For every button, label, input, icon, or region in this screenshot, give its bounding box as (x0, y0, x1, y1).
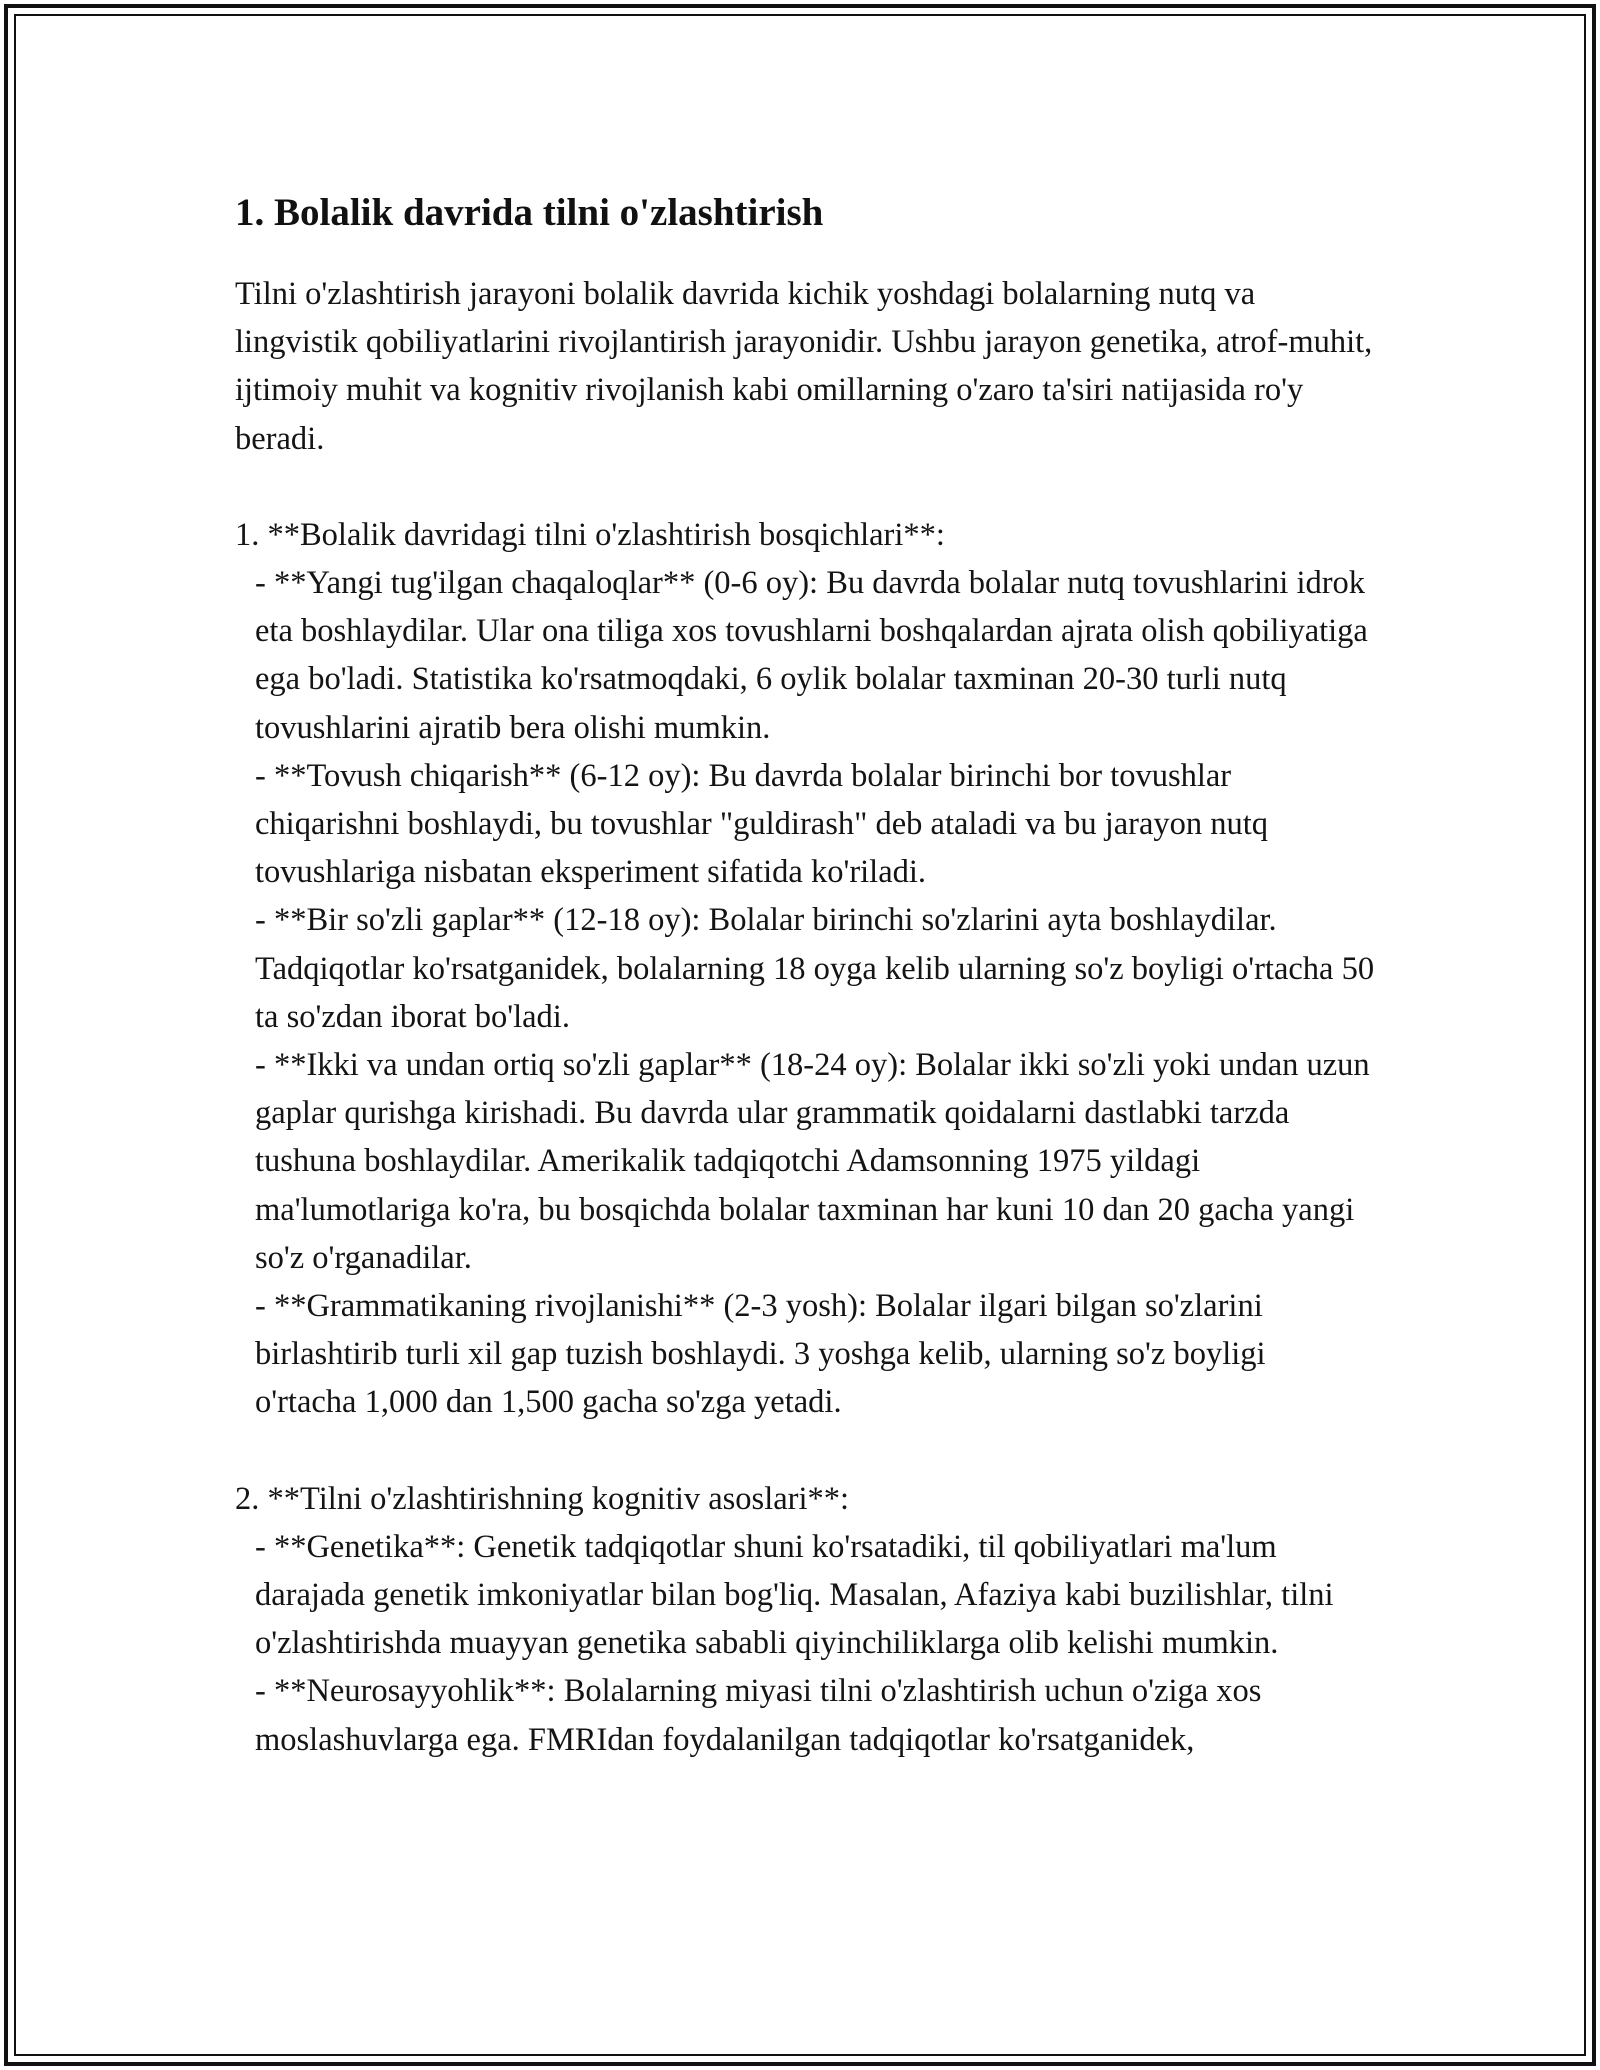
intro-paragraph: Tilni o'zlashtirish jarayoni bolalik davrida kichik yoshdagi bolalarning nutq va lingvistik qobiliyatlarini rivojlantirish jarayonidir. Ushbu jarayon genetika, atrof-muhit, ijtimoiy muhit va kognitiv rivojlanish kabi omillarning o'zaro ta'siri natijasida ro'y beradi. (235, 276, 1373, 457)
document-body (235, 186, 1375, 1764)
list-item: - **Yangi tug'ilgan chaqaloqlar** (0-6 oy): Bu davrda bolalar nutq tovushlarini idrok eta boshlaydilar. Ular ona tiliga xos tovushlarni boshqalardan ajrata olish qobiliyatiga ega bo'ladi. Statistika ko'rsatmoqdaki, 6 oylik bolalar taxminan 20-30 turli nutq tovushlarini ajratib bera olishi mumkin. (255, 565, 1368, 746)
document-title: 1. Bolalik davrida tilni o'zlashtirish (235, 191, 824, 234)
paragraph-gap (235, 463, 1375, 511)
paragraph-gap (235, 1427, 1375, 1475)
section-heading: 2. **Tilni o'zlashtirishning kognitiv asoslari**: (235, 1480, 850, 1517)
list-item: - **Ikki va undan ortiq so'zli gaplar** (18-24 oy): Bolalar ikki so'zli yoki undan uzun gaplar qurishga kirishadi. Bu davrda ular grammatik qoidalarni dastlabki tarzda tushuna boshlaydilar. Amerikalik tadqiqotchi Adamsonning 1975 yildagi ma'lumotlariga ko'ra, bu bosqichda bolalar taxminan har kuni 10 dan 20 gacha yangi so'z o'rganadilar. (255, 1047, 1370, 1276)
list-item: - **Grammatikaning rivojlanishi** (2-3 yosh): Bolalar ilgari bilgan so'zlarini birlashtirib turli xil gap tuzish boshlaydi. 3 yoshga kelib, ularning so'z boyligi o'rtacha 1,000 dan 1,500 gacha so'zga yetadi. (255, 1288, 1266, 1421)
list-item: - **Bir so'zli gaplar** (12-18 oy): Bolalar birinchi so'zlarini ayta boshlaydilar. Tadqiqotlar ko'rsatganidek, bolalarning 18 oyga kelib ularning so'z boyligi o'rtacha 50 ta so'zdan iborat bo'ladi. (255, 902, 1375, 1035)
section-cognitive (235, 1475, 1375, 1764)
list-item: - **Neurosayyohlik**: Bolalarning miyasi tilni o'zlashtirish uchun o'ziga xos moslashuvlarga ega. FMRIdan foydalanilgan tadqiqotlar ko'rsatganidek, (255, 1673, 1262, 1758)
list-item: - **Genetika**: Genetik tadqiqotlar shuni ko'rsatadiki, til qobiliyatlari ma'lum darajada genetik imkoniyatlar bilan bog'liq. Masalan, Afaziya kabi buzilishlar, tilni o'zlashtirishda muayyan genetika sababli qiyinchiliklarga olib kelishi mumkin. (255, 1528, 1334, 1662)
list-item: - **Tovush chiqarish** (6-12 oy): Bu davrda bolalar birinchi bor tovushlar chiqarishni boshlaydi, bu tovushlar "guldirash" deb ataladi va bu jarayon nutq tovushlariga nisbatan eksperiment sifatida ko'riladi. (255, 757, 1269, 891)
section-heading: 1. **Bolalik davridagi tilni o'zlashtirish bosqichlari**: (235, 516, 945, 553)
section-stages (235, 511, 1375, 1427)
